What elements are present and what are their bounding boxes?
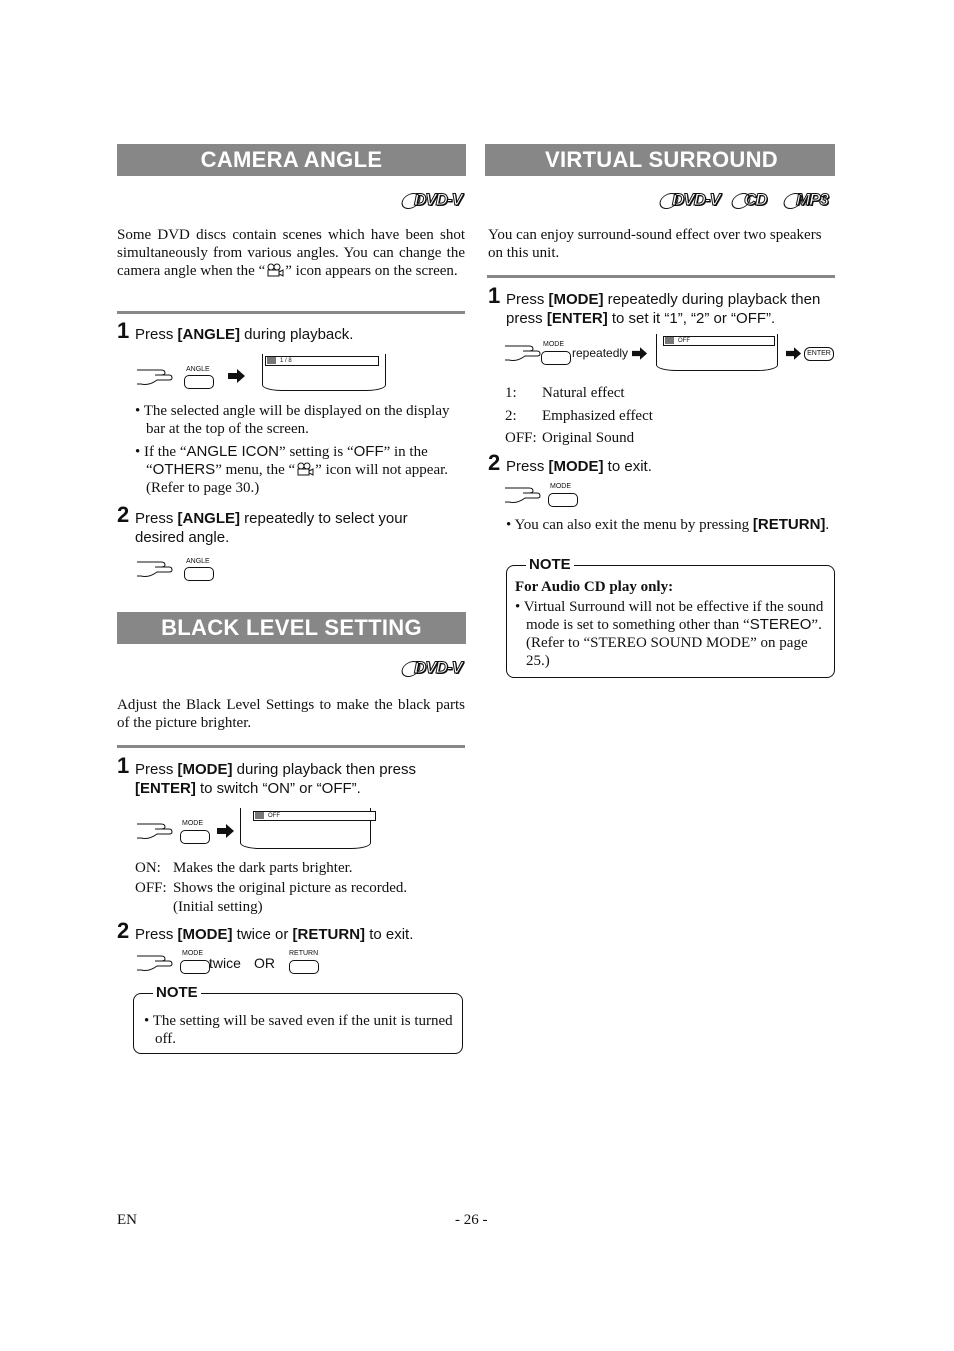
virtual-surround-intro: You can enjoy surround-sound effect over two speakers on this unit.: [488, 227, 822, 261]
virtual-surround-option-off: OFF: Original Sound: [505, 430, 635, 446]
camera-angle-title: CAMERA ANGLE: [200, 147, 383, 172]
black-level-initial-setting: (Initial setting): [173, 899, 263, 915]
pointing-hand-icon: [503, 482, 543, 506]
mode-button[interactable]: [541, 351, 571, 365]
arrow-right-icon: [632, 347, 648, 360]
black-level-option-on: ON: Makes the dark parts brighter.: [135, 860, 353, 876]
note-title: NOTE: [526, 557, 574, 573]
black-level-note-text: • The setting will be saved even if the unit is turned off.: [144, 1013, 453, 1047]
section-divider: [117, 745, 465, 748]
repeatedly-label: repeatedly: [572, 346, 629, 360]
footer-language: EN: [117, 1212, 137, 1228]
enter-button[interactable]: [804, 347, 834, 361]
black-level-step-2: 2 Press [MODE] twice or [RETURN] to exit.: [117, 918, 414, 943]
virtual-surround-step-1: 1 Press [MODE] repeatedly during playback then press [ENTER] to set it “1”, “2” or “OFF”.: [488, 283, 821, 327]
enter-button-label: ENTER: [807, 350, 831, 357]
display-bar: OFF: [253, 811, 376, 821]
dvd-v-badge: DVD-V: [402, 658, 462, 678]
pointing-hand-icon: [503, 340, 543, 364]
camera-angle-intro: Some DVD discs contain scenes which have been shot simultaneously from various angles. You can change the camera angle when the “ ” icon appears on the screen.: [117, 227, 465, 279]
black-level-title-bar: [117, 612, 466, 644]
camera-angle-step-2: 2 Press [ANGLE] repeatedly to select your desired angle.: [117, 502, 408, 546]
twice-label: twice: [209, 955, 241, 971]
mode-button[interactable]: [180, 830, 210, 844]
angle-button[interactable]: [184, 375, 214, 389]
display-bar: OFF: [663, 336, 775, 346]
note-heading: For Audio CD play only:: [515, 579, 674, 595]
black-level-title: BLACK LEVEL SETTING: [161, 615, 422, 640]
dvd-v-badge: DVD-V: [660, 190, 720, 210]
black-level-step-1: 1 Press [MODE] during playback then press [ENTER] to switch “ON” or “OFF”.: [117, 753, 416, 797]
display-bar: 1 / 8: [265, 356, 379, 366]
angle-button-label: ANGLE: [186, 558, 210, 565]
arrow-right-icon: [217, 824, 235, 838]
virtual-surround-option-1: 1: Natural effect: [505, 385, 625, 401]
mode-button[interactable]: [180, 960, 210, 974]
section-divider: [117, 311, 465, 314]
or-label: OR: [254, 955, 275, 971]
dvd-v-badge: DVD-V: [402, 190, 462, 210]
camera-icon: [267, 357, 276, 364]
mode-button-label: MODE: [182, 950, 203, 957]
arrow-right-icon: [786, 347, 802, 360]
black-level-intro: Adjust the Black Level Settings to make the black parts of the picture brighter.: [117, 697, 465, 731]
camera-angle-step-1: 1 Press [ANGLE] during playback.: [117, 318, 354, 343]
mode-button-label: MODE: [550, 483, 571, 490]
arrow-right-icon: [228, 369, 246, 383]
virtual-surround-bullet: • You can also exit the menu by pressing [RETURN].: [506, 516, 830, 533]
angle-button[interactable]: [184, 567, 214, 581]
camera-angle-bullet-1: • The selected angle will be displayed on the display bar at the top of the screen.: [135, 403, 450, 437]
return-button[interactable]: [289, 960, 319, 974]
virtual-surround-title: VIRTUAL SURROUND: [545, 147, 778, 172]
pointing-hand-icon: [135, 818, 175, 842]
tv-screen: [240, 808, 371, 849]
section-divider: [487, 275, 835, 278]
angle-button-label: ANGLE: [186, 366, 210, 373]
camera-angle-title-bar: [117, 144, 466, 176]
virtual-surround-title-bar: [485, 144, 835, 176]
note-title: NOTE: [153, 985, 201, 1001]
pointing-hand-icon: [135, 364, 175, 388]
return-button-label: RETURN: [289, 950, 319, 957]
camera-icon: [295, 462, 315, 476]
tv-screen: [262, 354, 386, 391]
tv-screen: [656, 334, 778, 371]
virtual-surround-note-text: • Virtual Surround will not be effective if the sound mode is set to something other than “STEREO”. (Refer to “STEREO SOUND MODE” on page 25.): [515, 599, 824, 669]
virtual-surround-option-2: 2: Emphasized effect: [505, 408, 653, 424]
virtual-surround-step-2: 2 Press [MODE] to exit.: [488, 450, 652, 475]
cd-badge: CD: [732, 190, 767, 210]
pointing-hand-icon: [135, 556, 175, 580]
mode-button-label: MODE: [543, 341, 564, 348]
black-level-icon: [255, 812, 264, 819]
mp3-badge: MP3: [784, 190, 828, 210]
mode-button-label: MODE: [182, 820, 203, 827]
camera-angle-bullet-2: • If the “ANGLE ICON” setting is “OFF” in the “OTHERS” menu, the “ ” icon will not appear. (Refer to page 30.): [135, 443, 449, 496]
surround-icon: [665, 337, 674, 344]
black-level-option-off: OFF: Shows the original picture as recorded.: [135, 880, 408, 896]
mode-button[interactable]: [548, 493, 578, 507]
footer-page-number: - 26 -: [455, 1212, 488, 1228]
pointing-hand-icon: [135, 950, 175, 974]
camera-icon: [265, 263, 285, 277]
